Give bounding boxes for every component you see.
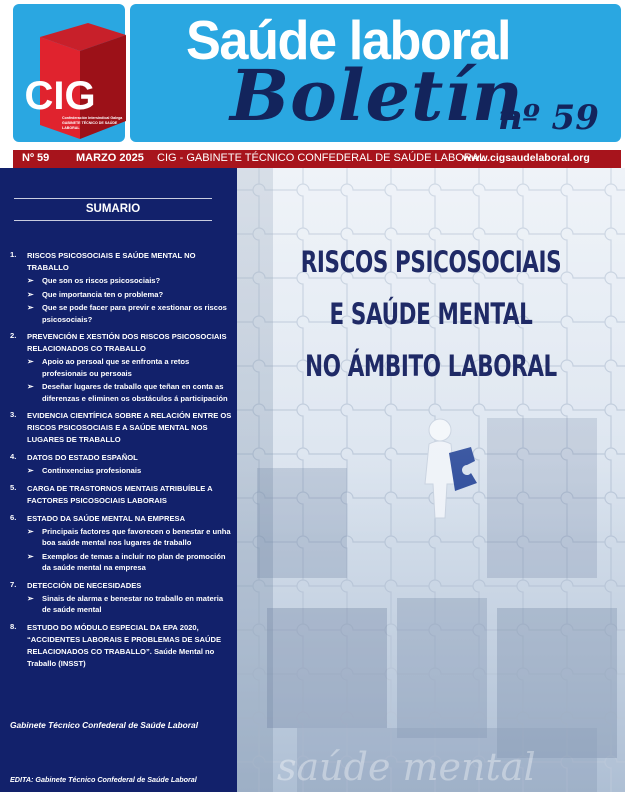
toc-item[interactable] [10, 580, 232, 616]
toc-sublist [27, 275, 232, 325]
toc-sublist [27, 465, 232, 477]
toc-item-title[interactable]: DETECCIÓN DE NECESIDADES [27, 580, 142, 590]
summary-divider-bottom [14, 220, 212, 221]
toc-item[interactable] [10, 331, 232, 404]
toc-sublist [27, 526, 232, 574]
logo-subtitle-1: Confederación Intersindical Galega [62, 116, 123, 120]
toc-item[interactable] [10, 483, 232, 507]
toc-subitem-label: Deseñar lugares de traballo que teñan en conta as diferenzas e eliminen os obstáculos á participación [42, 382, 228, 403]
arrow-bullet-icon: ➢ [27, 593, 34, 603]
cig-logo [13, 4, 125, 142]
toc-item-number: 2. [10, 331, 17, 340]
toc-sublist [27, 356, 232, 404]
issue-label: nº 59 [498, 98, 599, 138]
logo-subtitle-2: GABINETE TÉCNICO DE SAÚDE LABORAL [62, 121, 118, 130]
toc-subitem-label: Apoio ao persoal que se enfronta a retos profesionais ou persoais [42, 357, 190, 378]
cover-title [287, 236, 574, 392]
toc-subitem-label: Continxencias profesionais [42, 466, 142, 475]
header [0, 0, 625, 148]
toc-item-number: 8. [10, 621, 17, 631]
toc-subitem[interactable] [27, 289, 232, 301]
website-link[interactable]: www.cigsaudelaboral.org [463, 152, 590, 164]
toc-subitem-label: Que son os riscos psicosociais? [42, 276, 161, 285]
summary-divider-top [14, 198, 212, 199]
toc-item[interactable] [10, 410, 232, 446]
toc-item-number: 5. [10, 482, 17, 492]
toc-item-number: 7. [10, 579, 17, 589]
toc-subitem[interactable] [27, 526, 232, 549]
toc-sublist [27, 593, 232, 616]
toc-subitem[interactable] [27, 275, 232, 287]
toc-item-number: 1. [10, 250, 17, 259]
toc-subitem-label: Que se pode facer para previr e xestionar os riscos psicosociais? [42, 303, 227, 324]
toc-item-title[interactable]: ESTUDO DO MÓDULO ESPECIAL DA EPA 2020, “ACCIDENTES LABORAIS E PROBLEMAS DE SAÚDE RELACIONADOS CO TRABALLO”. Saúde Mental no Traballo (INSST) [27, 622, 222, 668]
edited-by: EDITA: Gabinete Técnico Confederal de Saúde Laboral [10, 775, 197, 784]
toc-subitem[interactable] [27, 593, 232, 616]
toc-item-title[interactable]: PREVENCIÓN E XESTIÓN DOS RISCOS PSICOSOCIAIS RELACIONADOS CO TRABALLO [27, 332, 227, 353]
toc-item-number: 4. [10, 452, 17, 461]
toc-subitem-label: Exemplos de temas a incluír no plan de promoción da saúde mental na empresa [42, 551, 226, 572]
title-script: Boletín [230, 54, 524, 137]
toc-item[interactable] [10, 513, 232, 574]
cover-title-line-1: RISCOS PSICOSOCIAIS [300, 245, 562, 279]
issue-date: MARZO 2025 [76, 152, 144, 164]
toc-item-title[interactable]: RISCOS PSICOSOCIAIS E SAÚDE MENTAL NO TRABALLO [27, 251, 196, 272]
arrow-bullet-icon: ➢ [27, 276, 34, 285]
toc-subitem[interactable] [27, 381, 232, 404]
arrow-bullet-icon: ➢ [27, 289, 34, 299]
toc-item[interactable] [10, 622, 232, 670]
arrow-bullet-icon: ➢ [27, 382, 34, 391]
toc-subitem[interactable] [27, 465, 232, 477]
title-banner [130, 4, 621, 142]
arrow-bullet-icon: ➢ [27, 357, 34, 366]
logo-text: CIG [24, 74, 96, 118]
table-of-contents [10, 250, 232, 676]
toc-item-title[interactable]: DATOS DO ESTADO ESPAÑOL [27, 453, 138, 462]
toc-subitem[interactable] [27, 302, 232, 325]
arrow-bullet-icon: ➢ [27, 303, 34, 312]
toc-subitem-label: Que importancia ten o problema? [42, 289, 164, 299]
summary-title: SUMARIO [85, 203, 141, 215]
cover-title-line-2: E SAÚDE MENTAL [329, 297, 533, 331]
title-main: Saúde laboral [186, 9, 511, 71]
toc-subitem[interactable] [27, 551, 232, 574]
arrow-bullet-icon: ➢ [27, 551, 34, 561]
toc-subitem[interactable] [27, 356, 232, 379]
toc-item-title[interactable]: CARGA DE TRASTORNOS MENTAIS ATRIBUÍBLE A FACTORES PSICOSOCIAIS LABORAIS [27, 483, 213, 505]
toc-item-title[interactable]: ESTADO DA SAÚDE MENTAL NA EMPRESA [27, 513, 186, 523]
organization-name: CIG - GABINETE TÉCNICO CONFEDERAL DE SAÚDE LABORAL [157, 152, 486, 164]
arrow-bullet-icon: ➢ [27, 466, 34, 475]
toc-subitem-label: Principais factores que favorecen o benestar e unha boa saúde mental nos lugares de traballo [42, 526, 231, 547]
cover-watermark: saúde mental [277, 745, 536, 789]
issue-number: Nº 59 [22, 152, 50, 164]
cover-title-line-3: NO ÁMBITO LABORAL [305, 349, 557, 383]
office-name: Gabinete Técnico Confederal de Saúde Laboral [10, 720, 199, 730]
summary-sidebar [0, 168, 237, 792]
toc-item-number: 3. [10, 410, 17, 419]
arrow-bullet-icon: ➢ [27, 526, 34, 536]
toc-item[interactable] [10, 452, 232, 477]
toc-item[interactable] [10, 250, 232, 325]
toc-item-title[interactable]: EVIDENCIA CIENTÍFICA SOBRE A RELACIÓN ENTRE OS RISCOS PSICOSOCIAIS E A SAÚDE MENTAL NOS LUGARES DE TRABALLO [27, 411, 232, 444]
info-bar [13, 150, 621, 168]
toc-subitem-label: Sinais de alarma e benestar no traballo en materia de saúde mental [42, 593, 224, 614]
cover-image [237, 168, 625, 792]
toc-item-number: 6. [10, 512, 17, 522]
